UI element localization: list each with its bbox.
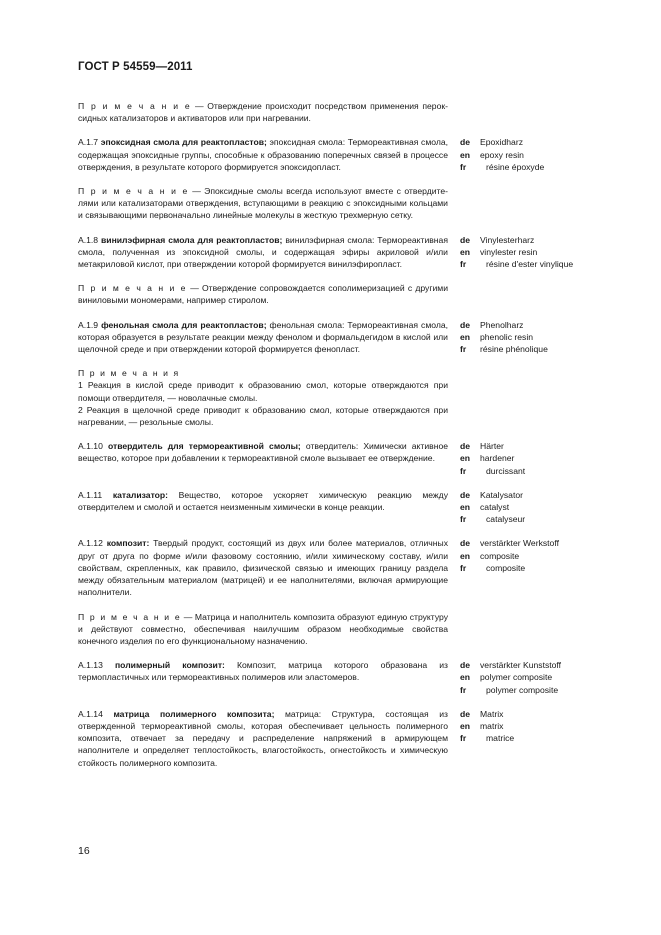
term-number: А.1.10 [78,441,103,452]
term-name: полимерный композит: [114,660,225,671]
foreign-equivalents [460,440,598,477]
note-text [78,100,448,124]
note-block [78,100,598,124]
note-text [78,185,448,222]
term-number: А.1.12 [78,538,103,549]
term-number: А.1.11 [78,489,103,500]
term-name: композит: [106,538,150,549]
term-text: Твердый продукт, состоящий из двух или более материалов, отличных друг от друга по форме и/или фазовому состоянию, и/или химическому составу, и/или свойствам, скрепленных, как правило, физической связью и имеющих границу раздела между обязательным материалом (матрицей) и ее наполнителями, включая армирующие наполнители. [78,538,448,598]
note-text [78,282,448,306]
notes-block [78,367,598,428]
term-number: А.1.13 [78,660,103,671]
equivalent-de: de Matrix [460,708,504,719]
page-content [78,100,598,781]
note-item: 2 Реакция в щелочной среде приводит к образованию смол, которые отверждаются при нагревании, — резольные смолы. [78,404,448,428]
equivalent-en: en composite [460,550,520,561]
equivalent-fr: fr composite [460,562,526,573]
notes-label: П р и м е ч а н и я [78,368,180,379]
term-definition [78,234,448,271]
term-entry-a110 [78,440,598,477]
term-number: А.1.9 [78,319,99,330]
equivalent-de: de verstärkter Kunststoff [460,660,562,671]
equivalent-fr: fr polymer composite [460,684,559,695]
foreign-equivalents [460,537,598,574]
equivalent-en: en hardener [460,453,515,464]
term-name: матрица полимерного композита; [113,708,275,719]
term-text: отвердитель: Химически активное вещество, которое при добавлении к термореактивной смоле вызывает ее отверждение. [78,441,449,464]
term-name: отвердитель для термореактивной смолы; [107,441,301,452]
note-text [78,611,448,648]
term-entry-a113 [78,659,598,696]
foreign-equivalents [460,136,598,173]
note-label: П р и м е ч а н и е [78,101,192,111]
equivalent-de: de Katalysator [460,489,523,500]
document-header: ГОСТ Р 54559—2011 [78,61,193,73]
foreign-equivalents [460,659,598,696]
equivalent-fr: fr résine d'ester vinylique [460,259,574,270]
term-entry-a112 [78,537,598,598]
term-number: А.1.14 [78,708,103,719]
equivalent-de: de Härter [460,441,504,452]
equivalent-en: en phenolic resin [460,331,534,342]
equivalent-de: de Epoxidharz [460,137,523,148]
equivalent-en: en vinylester resin [460,246,538,257]
note-body: — Эпоксидные смолы всегда используют вместе с отвердителями или катализаторами отверждения, вступающими в реакцию с эпоксидными кольцами и связывающими первоначально линейные молекулы в жесткую трехмерную сетку. [78,186,448,221]
foreign-equivalents [460,234,598,271]
note-block [78,282,598,306]
term-number: А.1.8 [78,234,99,245]
term-text: эпоксидная смола: Термореактивная смола, содержащая эпоксидные группы, способные к образованию поперечных связей в процессе отверждения, в результате которого формируется эпоксидопласт. [78,137,449,172]
term-name: эпоксидная смола для реактопластов; [100,137,267,148]
term-text: Композит, матрица которого образована из термопластичных или термореактивных полимеров или эластомеров. [78,660,449,683]
foreign-equivalents [460,708,598,745]
equivalent-de: de Phenolharz [460,319,524,330]
term-entry-a114 [78,708,598,769]
foreign-equivalents [460,319,598,356]
equivalent-fr: fr résine époxyde [460,161,545,172]
equivalent-en: en epoxy resin [460,149,524,160]
equivalent-en: en matrix [460,720,504,731]
term-definition [78,489,448,513]
term-entry-a19 [78,319,598,356]
term-text: винилэфирная смола: Термореактивная смола, полученная из эпоксидной смолы, и содержащая эфиры акриловой и/или метакриловой кислот, при отверждении которой формируется винилэфиропласт. [78,234,448,270]
equivalent-de: de verstärkter Werkstoff [460,538,559,549]
page-number: 16 [78,845,90,857]
term-text: Вещество, которое ускоряет химическую реакцию между отвердителем и смолой и остается неизменным химически в конце реакции. [78,489,448,513]
equivalent-de: de Vinylesterharz [460,234,535,245]
equivalent-fr: fr catalyseur [460,514,526,525]
term-name: катализатор: [112,489,169,500]
term-definition [78,319,448,356]
note-item: 1 Реакция в кислой среде приводит к образованию смол, которые отверждаются при помощи отвердителя, — новолачные смолы. [78,380,448,403]
term-text: матрица: Структура, состоящая из отвержденной термореактивной смолы, которая обеспечивает цельность полимерного композита, отвечает за передачу и распределение напряжений в армирующем наполнителе и определяет теплостойкость, влагостойкость, огнестойкость и химическую стойкость полимерного композита. [78,708,448,768]
note-label: П р и м е ч а н и е [78,186,189,197]
term-text: фенольная смола: Термореактивная смола, которая образуется в результате реакции между фенолом и формальдегидом в кислой или щелочной среде и при отверждении которой формируется фенопласт. [78,319,449,355]
equivalent-fr: fr résine phénolique [460,344,548,355]
note-label: П р и м е ч а н и е [78,611,182,622]
term-entry-a18 [78,234,598,271]
foreign-equivalents [460,489,598,526]
note-block [78,611,598,648]
term-definition [78,708,448,769]
note-body: — Матрица и наполнитель композита образуют единую структуру и действуют совместно, обеспечивая наилучшим образом необходимые свойства конечного изделия по его функциональному назначению. [78,611,448,646]
term-definition [78,440,448,464]
term-definition [78,659,448,683]
equivalent-en: en polymer composite [460,672,553,683]
note-body: — Отверждение сопровождается сополимеризацией с другими виниловыми мономерами, например стиролом. [78,283,448,306]
equivalent-fr: fr durcissant [460,465,526,476]
note-block [78,185,598,222]
term-entry-a111 [78,489,598,526]
term-definition [78,537,448,598]
term-entry-a17 [78,136,598,173]
term-name: винилэфирная смола для реактопластов; [101,234,283,245]
notes-text [78,367,448,428]
equivalent-en: en catalyst [460,502,510,513]
term-name: фенольная смола для реактопластов; [101,319,267,330]
equivalent-fr: fr matrice [460,733,515,744]
note-label: П р и м е ч а н и е [78,283,188,294]
term-number: А.1.7 [78,137,99,148]
note-body: — Отверждение происходит посредством применения пероксидных катализаторов и активаторов или при нагревании. [78,101,448,124]
term-definition [78,136,448,173]
